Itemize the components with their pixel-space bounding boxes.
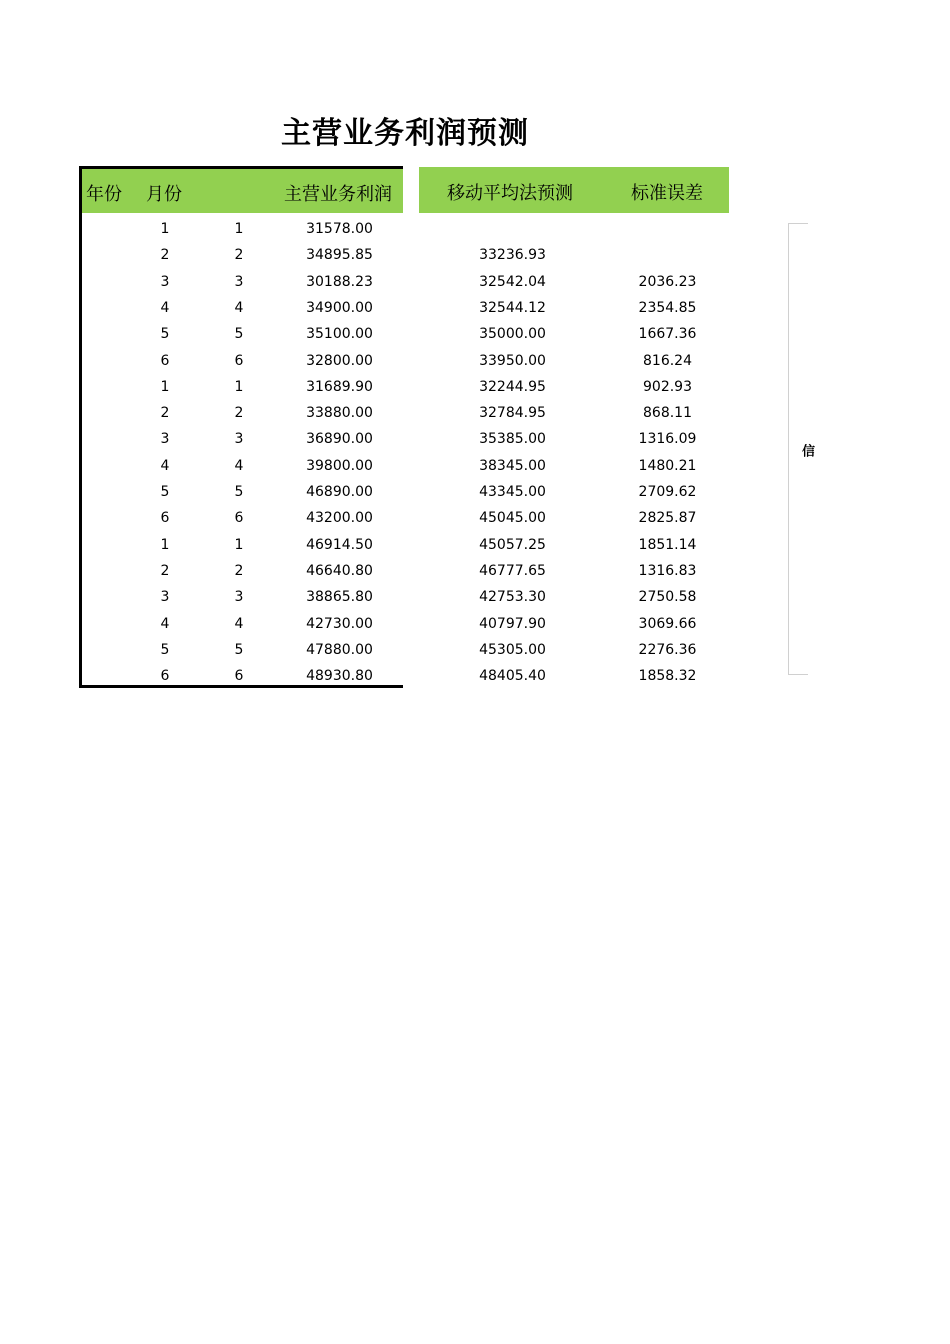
- cell-standard-error: 2750.58: [638, 589, 697, 606]
- cell-moving-average: 45045.00: [479, 510, 546, 527]
- left-header-row: [82, 169, 403, 213]
- cell-standard-error: 2709.62: [638, 484, 697, 500]
- cell-standard-error: 1851.14: [638, 536, 697, 553]
- cell-month: 6: [234, 352, 244, 369]
- cell-month: 4: [234, 615, 244, 632]
- cell-moving-average: 40797.90: [479, 615, 546, 632]
- cell-standard-error: 2276.36: [638, 641, 697, 658]
- cell-month: 6: [234, 668, 244, 685]
- cell-profit: 36890.00: [306, 431, 373, 448]
- cell-year: 3: [160, 273, 170, 290]
- cell-month: 2: [234, 562, 244, 579]
- cell-month: 2: [234, 405, 244, 422]
- cell-year: 3: [160, 431, 170, 448]
- cell-standard-error: 1316.09: [638, 431, 697, 448]
- cell-profit: 34895.85: [306, 247, 373, 264]
- cell-profit: 46914.50: [306, 536, 373, 553]
- cell-standard-error: 816.24: [643, 352, 692, 369]
- cell-standard-error: 2354.85: [638, 299, 697, 316]
- cell-standard-error: 3069.66: [638, 615, 697, 632]
- cell-standard-error: 2825.87: [638, 510, 697, 527]
- cell-profit: 47880.00: [306, 641, 373, 658]
- cell-standard-error: 1667.36: [638, 326, 697, 343]
- cell-profit: 30188.23: [306, 273, 373, 290]
- cell-profit: 38865.80: [306, 589, 373, 606]
- cell-profit: 43200.00: [306, 510, 373, 527]
- cell-moving-average: 32784.95: [479, 405, 546, 422]
- cell-moving-average: 46777.65: [479, 562, 546, 579]
- cell-year: 6: [160, 352, 170, 369]
- cell-month: 1: [234, 536, 244, 553]
- cell-year: 1: [160, 378, 170, 395]
- cell-year: 4: [160, 615, 170, 632]
- cell-year: 2: [160, 247, 170, 264]
- cell-month: 1: [234, 221, 244, 237]
- side-panel: [788, 223, 814, 675]
- cell-standard-error: 868.11: [643, 405, 692, 422]
- cell-profit: 31689.90: [306, 378, 373, 395]
- cell-year: 4: [160, 299, 170, 316]
- cell-month: 2: [234, 247, 244, 264]
- cell-moving-average: 33950.00: [479, 352, 546, 369]
- cell-profit: 42730.00: [306, 615, 373, 632]
- header-year: 年份: [86, 184, 122, 205]
- cell-month: 5: [234, 326, 244, 343]
- cell-year: 1: [160, 221, 170, 237]
- cell-moving-average: 32244.95: [479, 378, 546, 395]
- cell-standard-error: 1480.21: [638, 457, 697, 474]
- cell-profit: 39800.00: [306, 457, 373, 474]
- cell-year: 2: [160, 562, 170, 579]
- cell-month: 1: [234, 378, 244, 395]
- header-month: 月份: [146, 184, 182, 205]
- cell-standard-error: 2036.23: [638, 273, 697, 290]
- cell-profit: 35100.00: [306, 326, 373, 343]
- side-panel-label: 信: [799, 444, 814, 457]
- cell-month: 3: [234, 589, 244, 606]
- header-profit: 主营业务利润: [284, 184, 392, 205]
- header-moving-average: 移动平均法预测: [447, 183, 573, 204]
- cell-moving-average: 32544.12: [479, 299, 546, 316]
- cell-moving-average: 35385.00: [479, 431, 546, 448]
- cell-profit: 34900.00: [306, 299, 373, 316]
- cell-standard-error: 1316.83: [638, 562, 697, 579]
- cell-year: 5: [160, 326, 170, 343]
- cell-year: 2: [160, 405, 170, 422]
- cell-moving-average: 32542.04: [479, 273, 546, 290]
- cell-moving-average: 48405.40: [479, 668, 546, 685]
- cell-profit: 46640.80: [306, 562, 373, 579]
- cell-year: 1: [160, 536, 170, 553]
- cell-month: 3: [234, 431, 244, 448]
- cell-year: 5: [160, 641, 170, 658]
- page-title: 主营业务利润预测: [281, 116, 529, 151]
- cell-year: 6: [160, 668, 170, 685]
- cell-standard-error: 902.93: [643, 378, 692, 395]
- cell-month: 3: [234, 273, 244, 290]
- cell-moving-average: 42753.30: [479, 589, 546, 606]
- cell-year: 5: [160, 484, 170, 500]
- cell-moving-average: 43345.00: [479, 484, 546, 500]
- cell-moving-average: 38345.00: [479, 457, 546, 474]
- cell-standard-error: 1858.32: [638, 668, 697, 685]
- cell-moving-average: 35000.00: [479, 326, 546, 343]
- cell-moving-average: 45305.00: [479, 641, 546, 658]
- header-standard-error: 标准误差: [631, 183, 703, 204]
- cell-month: 4: [234, 299, 244, 316]
- cell-profit: 46890.00: [306, 484, 373, 500]
- cell-profit: 31578.00: [306, 221, 373, 237]
- cell-month: 5: [234, 484, 244, 500]
- cell-year: 4: [160, 457, 170, 474]
- cell-moving-average: 45057.25: [479, 536, 546, 553]
- cell-month: 6: [234, 510, 244, 527]
- cell-profit: 33880.00: [306, 405, 373, 422]
- cell-moving-average: 33236.93: [479, 247, 546, 264]
- cell-month: 4: [234, 457, 244, 474]
- cell-year: 6: [160, 510, 170, 527]
- cell-month: 5: [234, 641, 244, 658]
- cell-profit: 32800.00: [306, 352, 373, 369]
- cell-year: 3: [160, 589, 170, 606]
- cell-profit: 48930.80: [306, 668, 373, 685]
- forecast-header-row: [419, 167, 729, 213]
